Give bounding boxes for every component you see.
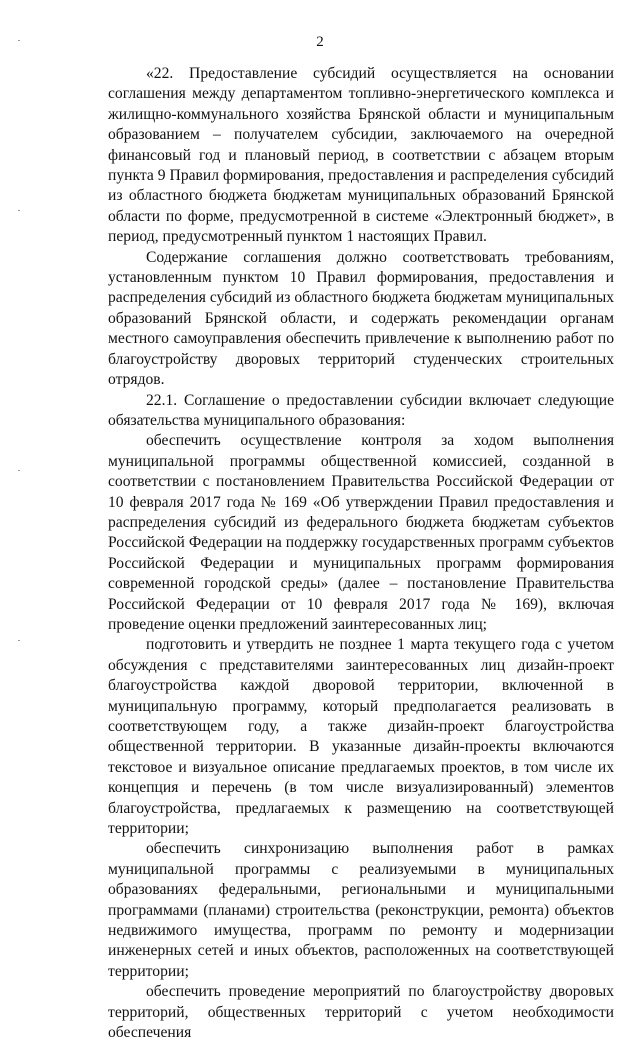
paragraph-control: обеспечить осуществление контроля за ходом выполнения муниципальной программы общественной комиссией, созданной в соответствии с постановлением Правительства Российской Федерации от 10 февраля 2017 года № 169 «Об утверждении Правил предоставления и распределения субсидий из федерального бюджета бюджетам субъектов Российской Федерации на поддержку государственных программ субъектов Российской Федерации и муниципальных программ формирования современной городской среды» (далее – постановление Правительства Российской Федерации от 10 февраля 2017 года № 169), включая проведение оценки предложений заинтересованных лиц; <box>108 432 614 633</box>
paragraph-design-project: подготовить и утвердить не позднее 1 марта текущего года с учетом обсуждения с представителями заинтересованных лиц дизайн-проект благоустройства каждой дворовой территории, включенной в муниципальную программу, который предполагается реализовать в соответствующем году, а также дизайн-проект благоустройства общественной территории. В указанные дизайн-проекты включаются текстовое и визуальное описание предлагаемых проектов, в том числе их концепция и перечень (в том числе визуализированный) элементов благоустройства, предлагаемых к размещению на соответствующей территории; <box>108 636 614 838</box>
margin-dot <box>18 640 20 641</box>
page-number: 2 <box>316 34 324 50</box>
paragraph-synchronization: обеспечить синхронизацию выполнения работ в рамках муниципальной программы с реализуемыми в муниципальных образованиях федеральными, региональными и муниципальными программами (планами) строительства (реконструкции, ремонта) объектов недвижимого имущества, программ по ремонту и модернизации инженерных сетей и иных объектов, расположенных на соответствующей территории; <box>108 840 614 980</box>
paragraph-agreement-content: Содержание соглашения должно соответствовать требованиям, установленным пунктом 10 Правил формирования, предоставления и распределения субсидий из областного бюджета бюджетам муниципальных образований Брянской области, и содержать рекомендации органам местного самоуправления обеспечить привлечение к выполнению работ по благоустройству дворовых территорий студенческих строительных отрядов. <box>108 248 614 389</box>
margin-dot <box>18 470 20 471</box>
paragraph-measures: обеспечить проведение мероприятий по благоустройству дворовых территорий, общественных территорий с учетом необходимости обеспечения <box>108 983 614 1042</box>
paragraph-22-1: 22.1. Соглашение о предоставлении субсидии включает следующие обязательства муниципального образования: <box>108 391 614 429</box>
paragraph-22: «22. Предоставление субсидий осуществляется на основании соглашения между департаментом топливно-энергетического комплекса и жилищно-коммунального хозяйства Брянской области и муниципальным образованием – получателем субсидии, заключаемого на очередной финансовый год и плановый период, в соответствии с абзацем вторым пункта 9 Правил формирования, предоставления и распределения субсидий из областного бюджета бюджетам муниципальных образований Брянской области по форме, предусмотренной в системе «Электронный бюджет», в период, предусмотренный пунктом 1 настоящих Правил. <box>108 65 614 246</box>
margin-dot <box>18 210 20 211</box>
document-body <box>108 64 614 1044</box>
